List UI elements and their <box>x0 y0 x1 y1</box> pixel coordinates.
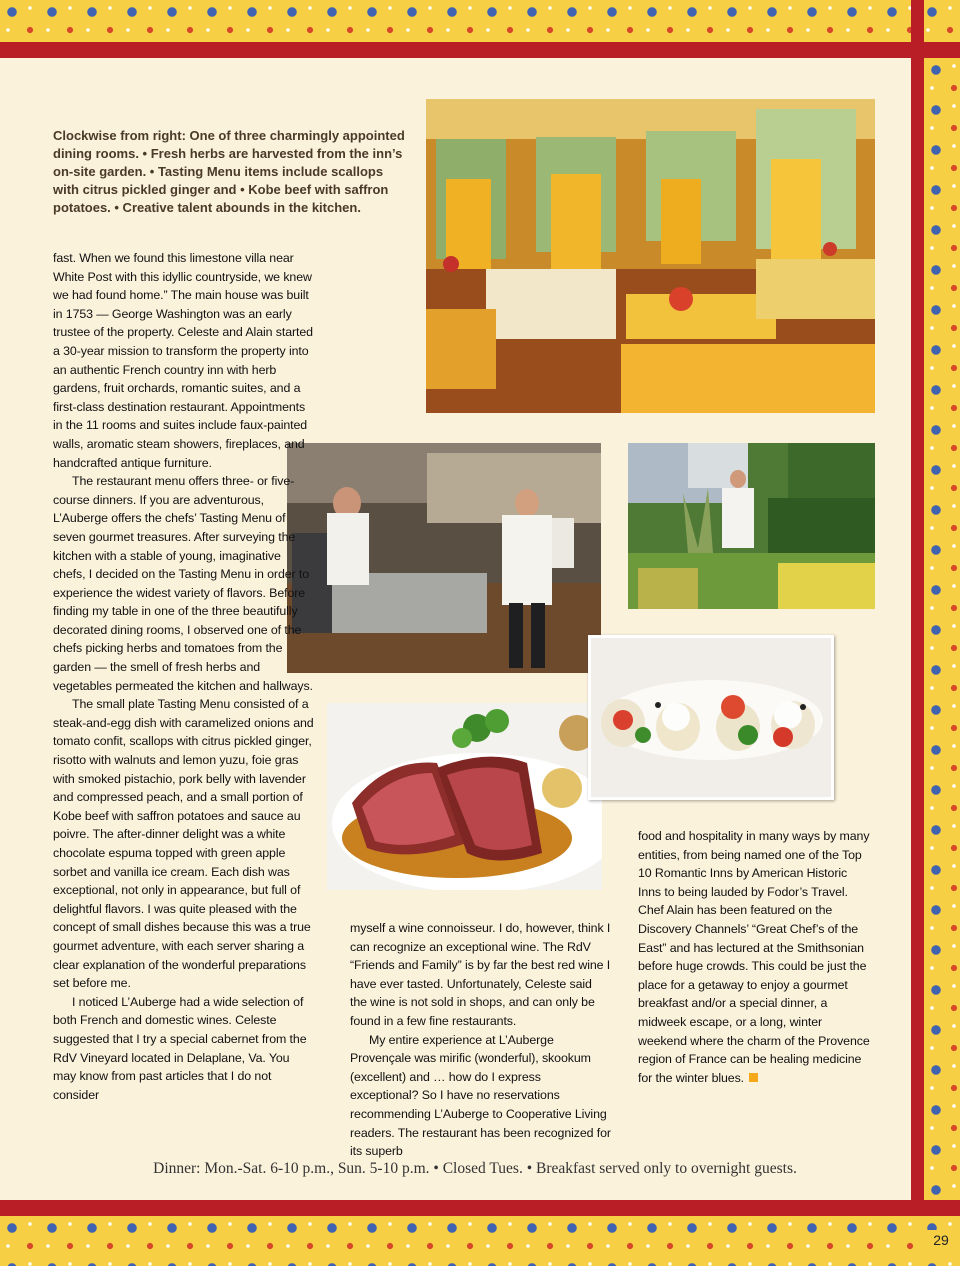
dining-room-photo <box>426 99 875 413</box>
kobe-beef-photo <box>327 703 602 890</box>
article-paragraph: The small plate Tasting Menu consisted of a steak-and-egg dish with caramelized onions and tomato confit, scallops with citrus pickled ginger, risotto with walnuts and lemon yuzu, foie gras with smoked pistachio, pork belly with lavender and compressed peach, and a small portion of Kobe beef with saffron potatoes and sauce au poivre. The after-dinner delight was a white chocolate espuma topped with green apple sorbet and vanilla ice cream. Each dish was exceptional, not only in appearance, but full of delightful flavors. I was quite pleased with the concept of small dishes because this was a true gourmet adventure, with each server sharing a clear explanation of the wonderful preparations set before me. <box>53 697 314 991</box>
article-paragraph: I noticed L’Auberge had a wide selection of both French and domestic wines. Celeste suggested that I try a special cabernet from the RdV Vineyard located in Delaplane, Va. You may know from past articles that I do not consider <box>53 994 307 1102</box>
article-paragraph-final <box>638 827 870 1087</box>
red-band-right <box>911 0 924 1266</box>
article-column-right <box>638 827 870 1087</box>
article-paragraph: My entire experience at L’Auberge Provençale was mirific (wonderful), skookum (excellent) and … how do I express exceptional? So I have no reservations recommending L’Auberge to Cooperative Living readers. The restaurant has been recognized for its superb <box>350 1032 611 1159</box>
decorative-border-top <box>0 0 960 42</box>
article-column-middle <box>350 919 612 1161</box>
red-band-top <box>0 42 960 58</box>
photo-caption: Clockwise from right: One of three charmingly appointed dining rooms. • Fresh herbs are harvested from the inn’s on-site garden. • Tasting Menu items include scallops with citrus pickled ginger and • Kobe beef with saffron potatoes. • Creative talent abounds in the kitchen. <box>53 128 405 215</box>
article-paragraph: myself a wine connoisseur. I do, however, think I can recognize an exceptional wine. The RdV “Friends and Family” is by far the best red wine I have ever tasted. Unfortunately, Celeste said the wine is not sold in shops, and can only be found in a few fine restaurants. <box>350 921 611 1028</box>
article-paragraph-text: food and hospitality in many ways by many entities, from being named one of the Top 10 Romantic Inns by American Historic Inns to being lauded by Fodor’s Travel. Chef Alain has been featured on the Discovery Channels’ “Great Chef’s of the East” and has lectured at the Smithsonian before huge crowds. This could be just the place for a getaway to enjoy a gourmet breakfast and/or a special dinner, a midweek escape, or a long, winter weekend where the charm of the Provence region of France can be healing medicine for the winter blues. <box>638 829 870 1085</box>
kitchen-chefs-photo <box>287 443 601 673</box>
scallops-photo-frame <box>588 635 834 800</box>
page-number: 29 <box>926 1230 956 1250</box>
article-paragraph: The restaurant menu offers three- or five-course dinners. If you are adventurous, L’Auberge offers the chefs’ Tasting Menu of seven gourmet treasures. After surveying the kitchen with a stable of young, imaginative chefs, I decided on the Tasting Menu in order to experience the widest variety of flavors. Before finding my table in one of the three beautifully decorated dining rooms, I observed one of the chefs picking herbs and tomatoes from the garden — the smell of fresh herbs and vegetables permeated the kitchen and hallways. <box>53 474 313 693</box>
article-column-left <box>53 249 315 1104</box>
article-paragraph: fast. When we found this limestone villa near White Post with this idyllic countryside, we knew we had found home.” The main house was built in 1753 — George Washington was an early trustee of the property. Celeste and Alain started a 30-year mission to transform the property into an authentic French country inn with herb gardens, fruit orchards, romantic suites, and a first-class destination restaurant. Appointments in the 11 rooms and suites include faux-painted walls, aromatic steam showers, fireplaces, and handcrafted antique furniture. <box>53 251 313 470</box>
red-band-bottom <box>0 1200 960 1216</box>
decorative-border-bottom <box>0 1216 960 1266</box>
herb-garden-photo <box>628 443 875 609</box>
decorative-border-right <box>924 58 960 1216</box>
end-of-article-square-icon <box>749 1073 758 1082</box>
dining-hours-footer: Dinner: Mon.-Sat. 6-10 p.m., Sun. 5-10 p.m. • Closed Tues. • Breakfast served only to overnight guests. <box>153 1160 797 1177</box>
